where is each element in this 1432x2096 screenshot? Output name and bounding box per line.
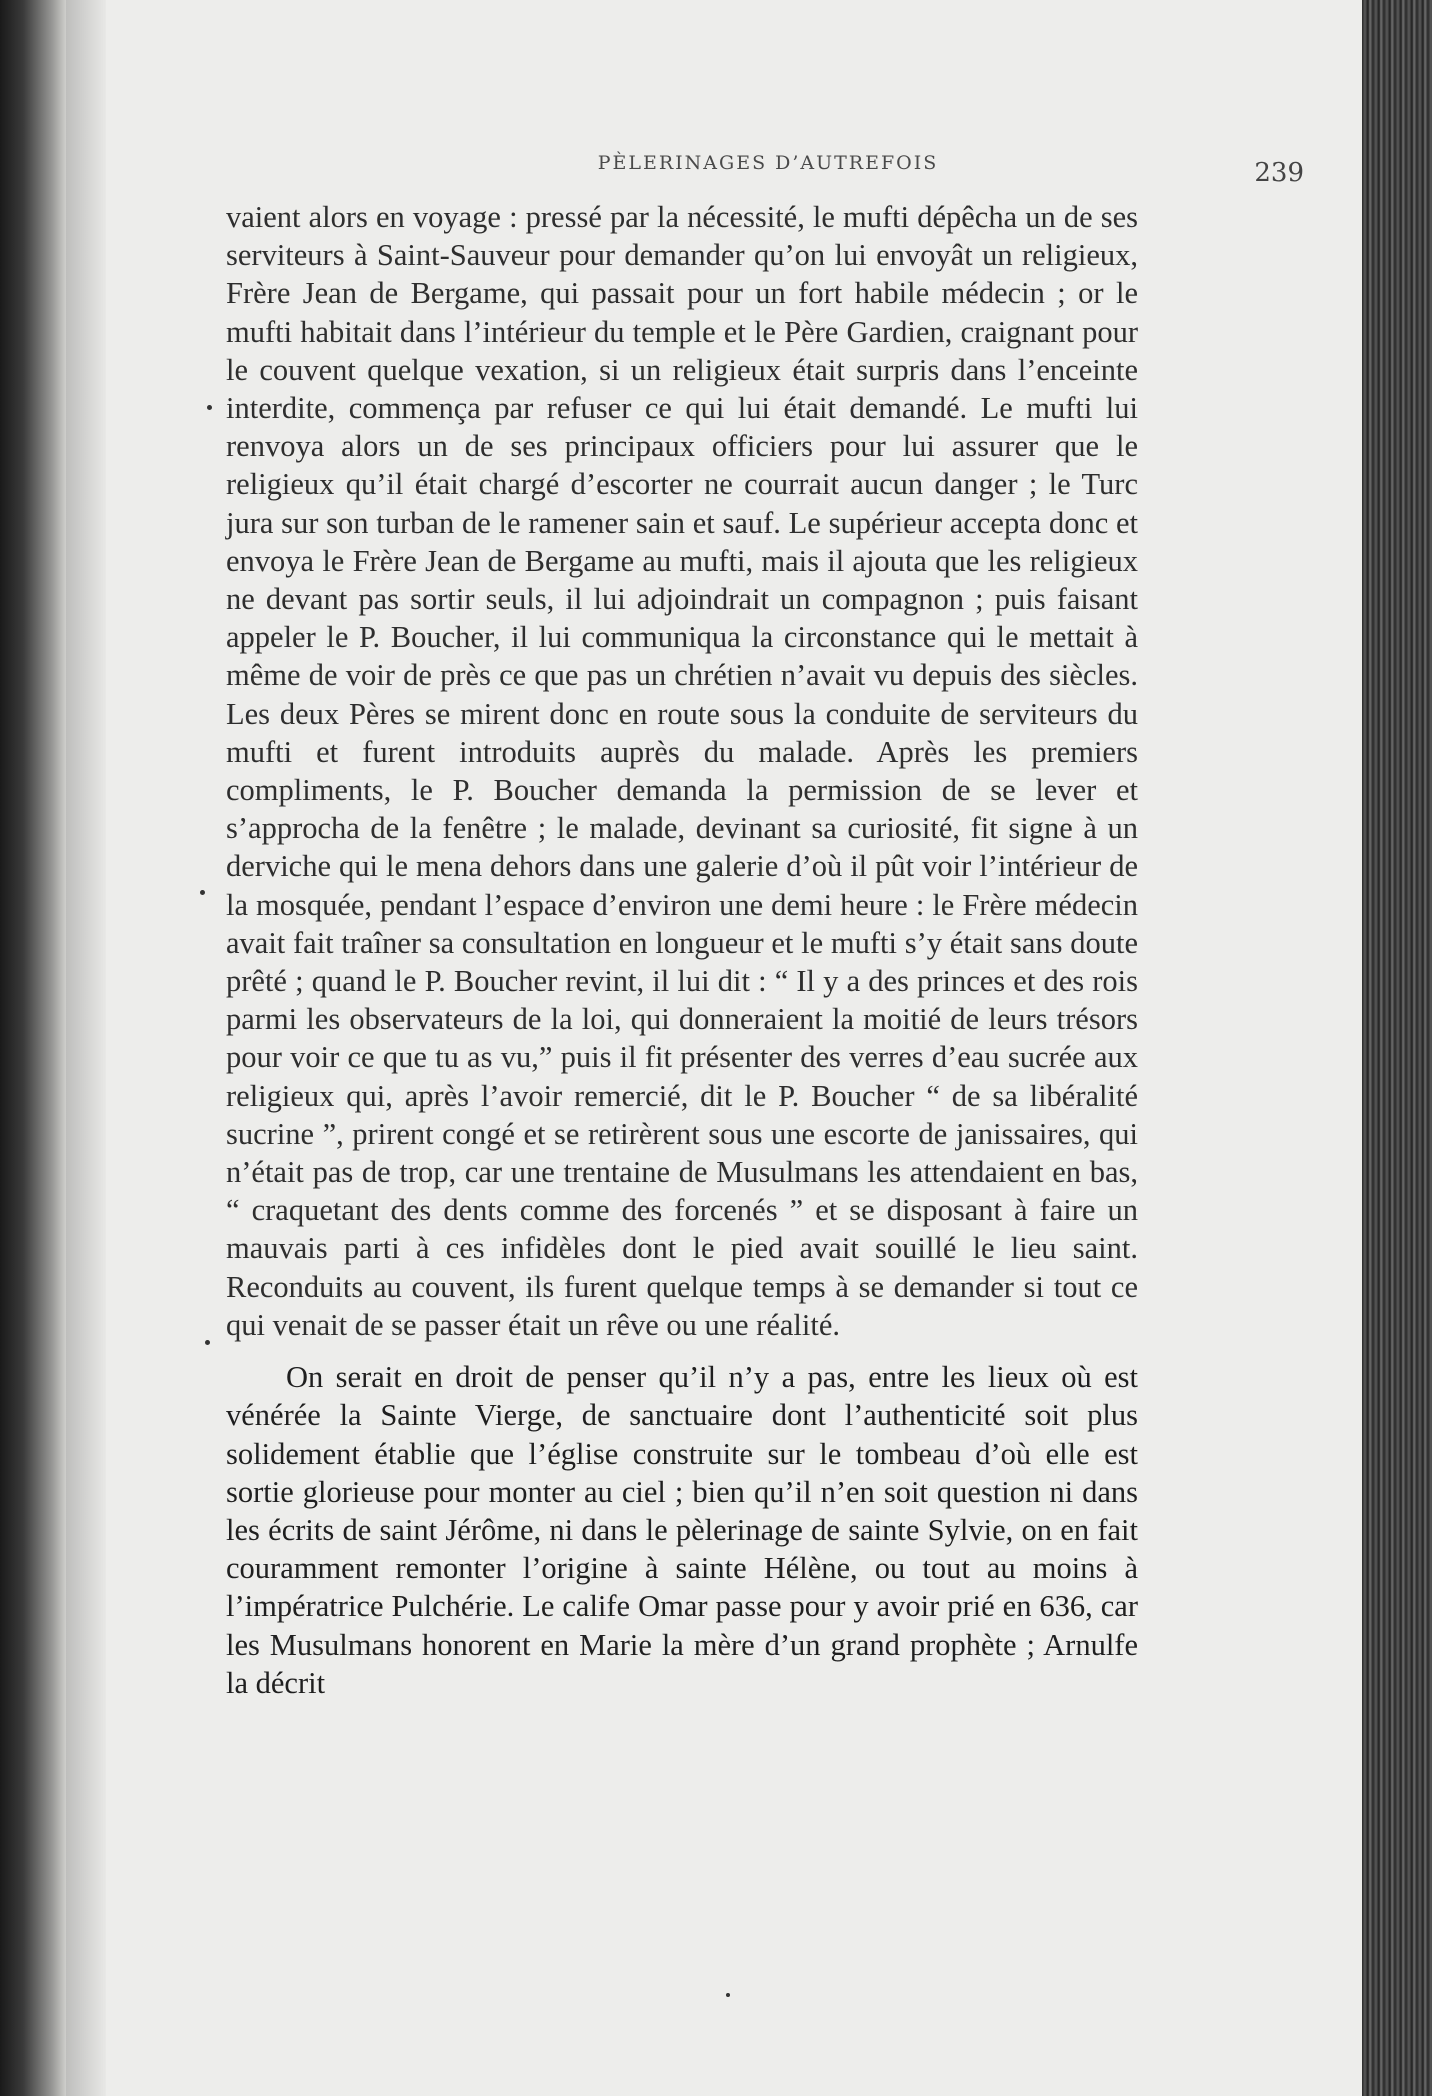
paragraph-1: vaient alors en voyage : pressé par la nécessité, le mufti dépêcha un de ses serviteurs à Saint-Sauveur pour demander qu’on lui envoyât un religieux, Frère Jean de Bergame, qui passait pour un fort habile médecin ; or le mufti habitait dans l’intérieur du temple et le Père Gardien, craignant pour le couvent quelque vexation, si un religieux était surpris dans l’enceinte interdite, commença par refuser ce qui lui était demandé. Le mufti lui renvoya alors un de ses principaux officiers pour lui assurer que le religieux qu’il était chargé d’escorter ne courrait aucun danger ; le Turc jura sur son turban de le ramener sain et sauf. Le supérieur accepta donc et envoya le Frère Jean de Bergame au mufti, mais il ajouta que les religieux ne devant pas sortir seuls, il lui adjoindrait un compagnon ; puis faisant appeler le P. Boucher, il lui communiqua la circonstance qui le mettait à même de voir de près ce que pas un chrétien n’avait vu depuis des siècles. Les deux Pères se mirent donc en route sous la conduite de serviteurs du mufti et furent introduits auprès du malade. Après les premiers compliments, le P. Boucher demanda la permission de se lever et s’approcha de la fenêtre ; le malade, devinant sa curiosité, fit signe à un derviche qui le mena dehors dans une galerie d’où il pût voir l’intérieur de la mosquée, pendant l’espace d’environ une demi heure : le Frère médecin avait fait traîner sa consultation en longueur et le mufti s’y était sans doute prêté ; quand le P. Boucher revint, il lui dit : “ Il y a des princes et des rois parmi les observateurs de la loi, qui donneraient la moitié de leurs trésors pour voir ce que tu as vu,” puis il fit présenter des verres d’eau sucrée aux religieux qui, après l’avoir remercié, dit le P. Boucher “ de sa libéralité sucrine ”, prirent congé et se retirèrent sous une escorte de janissaires, qui n’était pas de trop, car une trentaine de Musulmans les attendaient en bas, “ craquetant des dents comme des forcenés ” et se disposant à faire un mauvais parti à ces infidèles dont le pied avait souillé le lieu saint. Reconduits au couvent, ils furent quelque temps à se demander si tout ce qui venait de se passer était un rêve ou une réalité.: [226, 200, 1138, 1342]
print-speck: [207, 405, 212, 410]
running-title: PÈLERINAGES D’AUTREFOIS: [597, 152, 939, 174]
running-head: [232, 148, 1304, 188]
print-speck: [200, 890, 205, 895]
left-page-edge: [0, 0, 66, 2096]
print-speck: [205, 1340, 210, 1345]
page-number: 239: [1254, 158, 1304, 188]
paragraph-2: On serait en droit de penser qu’il n’y a pas, entre les lieux où est vénérée la Sainte Vierge, de sanctuaire dont l’authenticité soit plus solidement établie que l’église construite sur le tombeau d’où elle est sortie glorieuse pour monter au ciel ; bien qu’il n’en soit question ni dans les écrits de saint Jérôme, ni dans le pèlerinage de sainte Sylvie, on en fait couramment remonter l’origine à sainte Hélène, ou tout au moins à l’impératrice Pulchérie. Le calife Omar passe pour y avoir prié en 636, car les Musulmans honorent en Marie la mère d’un grand prophète ; Arnulfe la décrit: [226, 1360, 1138, 1700]
gutter-shadow: [66, 0, 106, 2096]
print-speck: [726, 1993, 730, 1997]
body-text: [226, 198, 1138, 1702]
stacked-page-edges: [1362, 0, 1432, 2096]
